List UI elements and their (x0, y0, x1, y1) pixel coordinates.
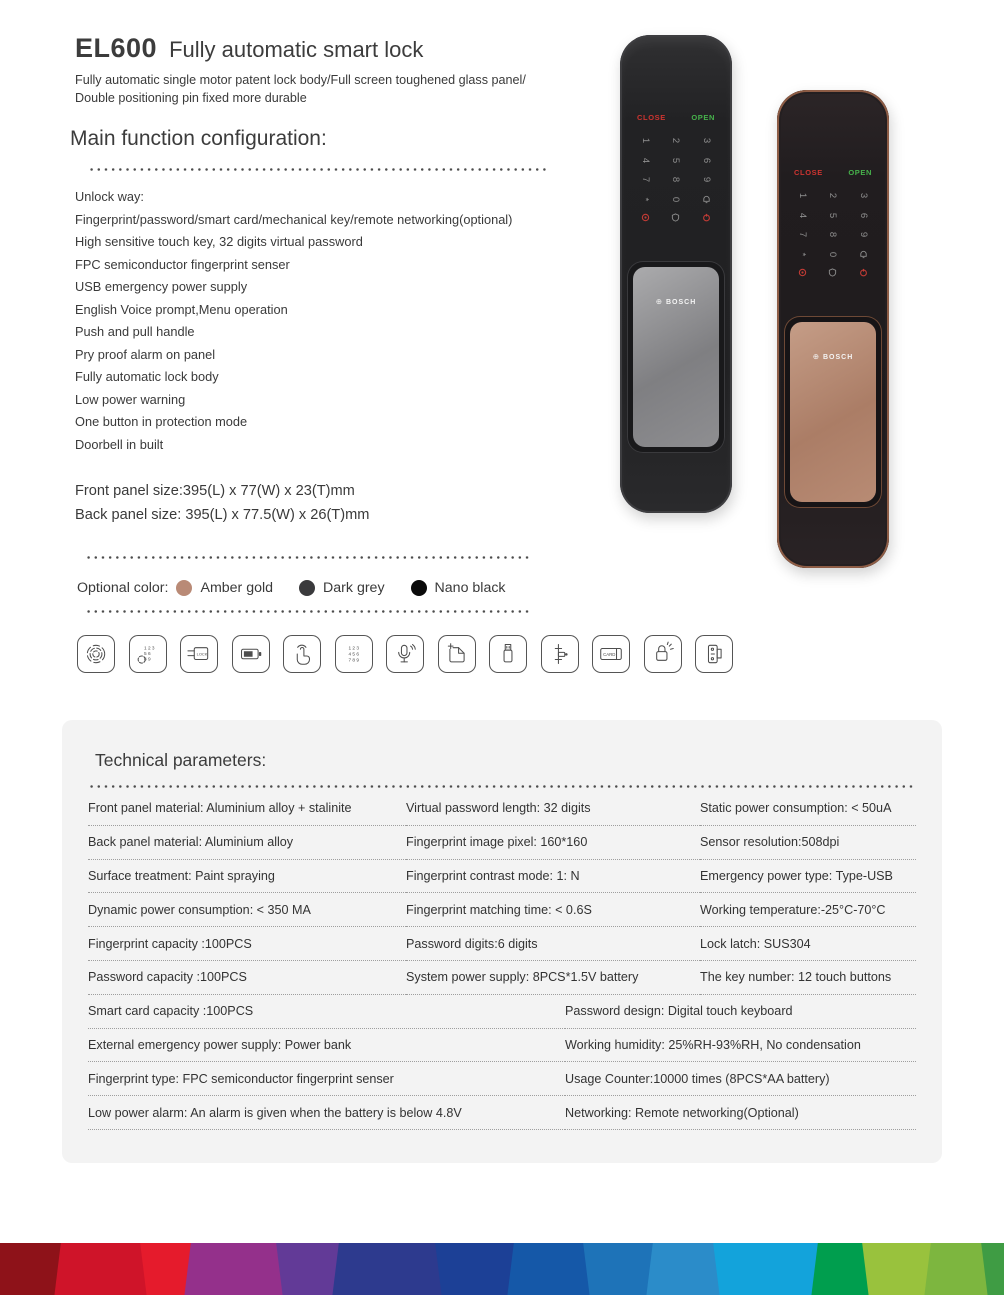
tech-cell: Front panel material: Aluminium alloy + stalinite (88, 792, 406, 826)
product-image-amber-gold-lock (777, 90, 889, 568)
keypad-key: 7 (639, 176, 651, 183)
keypad-key: 8 (827, 231, 839, 238)
voice-prompt-icon (386, 635, 424, 673)
battery-icon (232, 635, 270, 673)
tech-cell: Fingerprint capacity :100PCS (88, 927, 406, 961)
open-indicator: OPEN (848, 168, 872, 177)
tech-cell: Working temperature:-25°C-70°C (700, 893, 916, 927)
feature-item: USB emergency power supply (75, 279, 248, 294)
svg-text:1 2 3: 1 2 3 (143, 646, 155, 652)
brand-logo: ⊕ BOSCH (812, 352, 854, 361)
touch-keypad (630, 113, 722, 222)
tech-cell: Working humidity: 25%RH-93%RH, No condensation (565, 1029, 916, 1063)
subtitle-line-1: Fully automatic single motor patent lock body/Full screen toughened glass panel/ (75, 73, 526, 87)
doorbell-key-icon (859, 250, 868, 259)
color-option-nano-black (411, 580, 506, 596)
feature-item: Pry proof alarm on panel (75, 346, 216, 362)
feature-item: One button in protection mode (75, 414, 248, 429)
keypad-key: 8 (670, 176, 682, 183)
bosch-mark-icon: ⊕ (655, 297, 664, 306)
tech-cell: Static power consumption: < 50uA (700, 792, 916, 826)
svg-text:7 8 9: 7 8 9 (347, 658, 359, 664)
technical-parameters-heading: Technical parameters: (95, 750, 267, 770)
tech-cell: Sensor resolution:508dpi (700, 826, 916, 860)
add-user-document-icon (438, 635, 476, 673)
tech-cell: Password digits:6 digits (406, 927, 700, 961)
front-panel-size: Front panel size:395(L) x 77(W) x 23(T)mm (75, 483, 355, 499)
password-keypad-icon (335, 635, 373, 673)
optional-colors (77, 580, 532, 596)
keypad-key: 7 (796, 231, 808, 238)
keypad-fingerprint-icon (129, 635, 167, 673)
keypad-key: 6 (858, 212, 870, 218)
usb-power-icon (489, 635, 527, 673)
tech-table-3col (88, 792, 916, 995)
feature-item: English Voice prompt,Menu operation (75, 301, 288, 317)
keypad-key: 3 (858, 192, 870, 199)
nano-black-swatch (411, 580, 427, 596)
handle-grip (790, 322, 876, 502)
tech-cell: Low power alarm: An alarm is given when the battery is below 4.8V (88, 1096, 565, 1130)
tech-cell: Emergency power type: Type-USB (700, 860, 916, 894)
tech-cell: Lock latch: SUS304 (700, 927, 916, 961)
tech-cell: Virtual password length: 32 digits (406, 792, 700, 826)
handle-grip (633, 267, 719, 447)
close-indicator: CLOSE (637, 113, 666, 122)
power-key-icon (702, 213, 711, 222)
alarm-key-icon (641, 213, 650, 222)
keypad-key: 5 (827, 212, 839, 218)
color-option-dark-grey (299, 580, 385, 596)
feature-icons-row (77, 635, 733, 673)
feature-item: Push and pull handle (75, 324, 195, 339)
feature-item: High sensitive touch key, 32 digits virtual password (75, 234, 363, 249)
product-model: EL600 (75, 33, 158, 63)
keypad-zero-key: 0 (827, 251, 839, 257)
feature-item: FPC semiconductor fingerprint senser (75, 256, 290, 272)
tech-cell: System power supply: 8PCS*1.5V battery (406, 961, 700, 995)
keypad-key: 1 (796, 192, 808, 199)
tech-cell: Fingerprint contrast mode: 1: N (406, 860, 700, 894)
bosch-color-strip (0, 1243, 1004, 1295)
back-panel-size: Back panel size: 395(L) x 77.5(W) x 26(T)mm (75, 507, 370, 523)
subtitle-line-2: Double positioning pin fixed more durable (75, 91, 307, 105)
svg-text:4 5 6: 4 5 6 (347, 652, 359, 658)
open-indicator: OPEN (691, 113, 715, 122)
color-option-label: Dark grey (323, 580, 385, 596)
alarm-key-icon (798, 268, 807, 277)
brand-logo: ⊕ BOSCH (655, 297, 697, 306)
main-function-heading: Main function configuration: (70, 127, 327, 150)
keypad-key: 2 (827, 192, 839, 199)
color-option-label: Amber gold (200, 580, 274, 596)
color-option-amber-gold (176, 580, 273, 596)
keypad-key: 4 (639, 157, 651, 163)
protection-key-icon (828, 268, 837, 277)
product-image-dark-grey-lock (620, 35, 732, 513)
technical-parameters-panel (62, 720, 942, 1163)
tech-cell: Surface treatment: Paint spraying (88, 860, 406, 894)
lock-latch-icon (541, 635, 579, 673)
panel-sizes (75, 479, 369, 527)
color-option-label: Nano black (434, 580, 506, 596)
smart-card-icon (592, 635, 630, 673)
product-subtitle (75, 71, 635, 107)
amber-gold-swatch (176, 580, 192, 596)
svg-text:8 9: 8 9 (143, 657, 151, 663)
keypad-key: 2 (670, 137, 682, 144)
keypad-key: 6 (701, 157, 713, 163)
tech-cell: Usage Counter:10000 times (8PCS*AA battery) (565, 1062, 916, 1096)
feature-item: Doorbell in built (75, 436, 164, 452)
bosch-mark-icon: ⊕ (812, 352, 821, 361)
tech-table-2col (88, 995, 916, 1130)
pry-proof-alarm-icon (644, 635, 682, 673)
tech-cell: The key number: 12 touch buttons (700, 961, 916, 995)
tech-cell: Back panel material: Aluminium alloy (88, 826, 406, 860)
svg-text:1 2 3: 1 2 3 (347, 646, 359, 652)
tech-cell: Password design: Digital touch keyboard (565, 995, 916, 1029)
unlock-way-label: Unlock way: (75, 189, 144, 204)
keypad-star-key: * (796, 252, 808, 256)
keypad-key: 9 (858, 231, 870, 238)
feature-list (75, 186, 615, 456)
tech-cell: Dynamic power consumption: < 350 MA (88, 893, 406, 927)
page-title: Fully automatic smart lock (169, 37, 424, 62)
tech-cell: Smart card capacity :100PCS (88, 995, 565, 1029)
dotted-divider (85, 556, 533, 559)
svg-text:LOCK: LOCK (196, 651, 208, 657)
keypad-star-key: * (639, 197, 651, 201)
feature-item: Fingerprint/password/smart card/mechanical key/remote networking(optional) (75, 211, 513, 227)
keypad-key: 9 (701, 176, 713, 183)
lock-body-icon (695, 635, 733, 673)
dotted-divider (85, 610, 533, 613)
power-key-icon (859, 268, 868, 277)
touch-key-icon (283, 635, 321, 673)
touch-keypad (787, 168, 879, 277)
title-block (75, 33, 635, 107)
keypad-key: 3 (701, 137, 713, 144)
optional-color-label: Optional color: (77, 580, 169, 596)
tech-cell: Password capacity :100PCS (88, 961, 406, 995)
dotted-divider (88, 785, 916, 788)
tech-cell: Fingerprint type: FPC semiconductor fingerprint senser (88, 1062, 565, 1096)
dotted-divider (88, 168, 550, 171)
fingerprint-icon (77, 635, 115, 673)
pull-handle (627, 261, 725, 453)
dark-grey-swatch (299, 580, 315, 596)
svg-text:CARD: CARD (603, 651, 616, 657)
protection-key-icon (671, 213, 680, 222)
tech-cell: Networking: Remote networking(Optional) (565, 1096, 916, 1130)
keypad-zero-key: 0 (670, 196, 682, 202)
pull-handle (784, 316, 882, 508)
keypad-key: 5 (670, 157, 682, 163)
tech-cell: External emergency power supply: Power bank (88, 1029, 565, 1063)
tech-cell: Fingerprint image pixel: 160*160 (406, 826, 700, 860)
keypad-key: 1 (639, 137, 651, 144)
svg-text:5 6: 5 6 (143, 651, 151, 657)
tech-cell: Fingerprint matching time: < 0.6S (406, 893, 700, 927)
feature-item: Fully automatic lock body (75, 369, 219, 384)
close-indicator: CLOSE (794, 168, 823, 177)
mechanical-key-lock-icon (180, 635, 218, 673)
feature-item: Low power warning (75, 391, 186, 407)
doorbell-key-icon (702, 195, 711, 204)
keypad-key: 4 (796, 212, 808, 218)
